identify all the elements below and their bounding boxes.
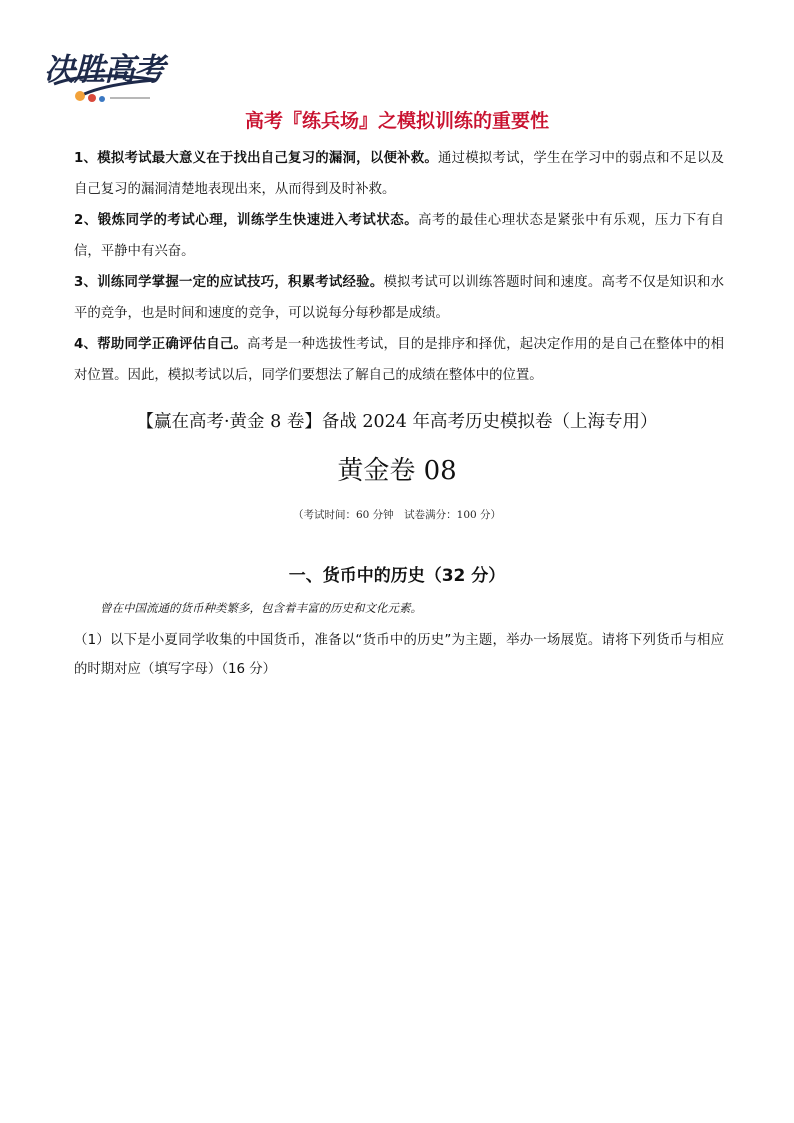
question-text: （1）以下是小夏同学收集的中国货币，准备以“货币中的历史”为主题，举办一场展览。请将下列货币与相应的时期对应（填写字母）（16 分） [74, 633, 724, 677]
logo [44, 40, 162, 112]
tip-lead: 1、模拟考试最大意义在于找出自己复习的漏洞，以便补救。 [74, 151, 438, 166]
tip-lead: 4、帮助同学正确评估自己。 [74, 337, 248, 352]
tip-lead: 2、锻炼同学的考试心理，训练学生快速进入考试状态。 [74, 213, 419, 228]
banner-title: 高考『练兵场』之模拟训练的重要性 [244, 110, 549, 132]
logo-swoosh-icon [50, 70, 160, 110]
logo-text: 决胜高考 [44, 52, 164, 88]
tip-item [74, 329, 724, 391]
tip-body: 通过模拟考试，学生在学习中的弱点和不足以及自己复习的漏洞清楚地表现出来，从而得到及时补救。 [74, 151, 725, 197]
exam-main-title: 黄金卷 08 [337, 456, 457, 486]
tip-item [74, 143, 724, 205]
tips-list [74, 143, 724, 391]
tip-lead: 3、训练同学掌握一定的应试技巧，积累考试经验。 [74, 275, 384, 290]
section-intro: 曾在中国流通的货币种类繁多，包含着丰富的历史和文化元素。 [100, 601, 422, 615]
exam-info: （考试时间：60 分钟 试卷满分：100 分） [292, 509, 502, 521]
tip-body: 高考是一种选拔性考试，目的是排序和择优，起决定作用的是自己在整体中的相对位置。因此，模拟考试以后，同学们要想法了解自己的成绩在整体中的位置。 [74, 337, 724, 383]
tip-item [74, 205, 724, 267]
tip-body: 模拟考试可以训练答题时间和速度。高考不仅是知识和水平的竞争，也是时间和速度的竞争，可以说每分每秒都是成绩。 [74, 275, 724, 321]
exam-series-title: 【赢在高考·黄金 8 卷】备战 2024 年高考历史模拟卷（上海专用） [136, 412, 658, 432]
tip-item [74, 267, 724, 329]
tip-body: 高考的最佳心理状态是紧张中有乐观，压力下有自信，平静中有兴奋。 [74, 213, 724, 259]
section-title: 一、货币中的历史（32 分） [288, 566, 506, 586]
